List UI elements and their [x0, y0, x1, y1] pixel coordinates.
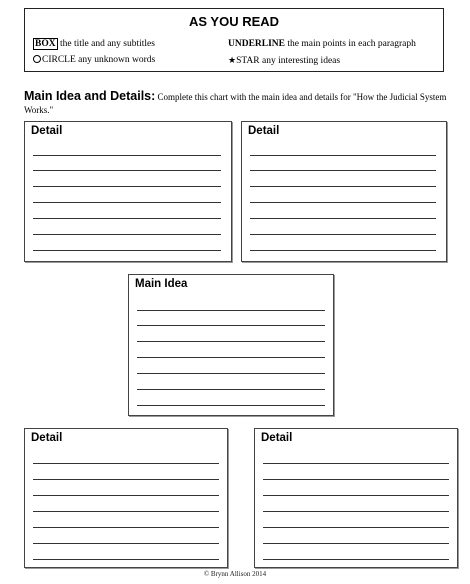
- instruction-box: [33, 39, 155, 49]
- box-keyword: BOX: [35, 39, 56, 49]
- writing-line[interactable]: [250, 170, 436, 171]
- instruction-circle: [33, 55, 155, 65]
- copyright-footer: © Brynn Allison 2014: [203, 570, 267, 578]
- writing-line[interactable]: [33, 479, 219, 480]
- writing-line[interactable]: [33, 559, 219, 560]
- writing-line[interactable]: [137, 341, 325, 342]
- section-title: Main Idea and Details:: [24, 89, 156, 103]
- writing-line[interactable]: [137, 405, 325, 406]
- writing-line[interactable]: [137, 357, 325, 358]
- writing-line[interactable]: [33, 463, 219, 464]
- writing-line[interactable]: [250, 250, 436, 251]
- writing-line[interactable]: [263, 511, 449, 512]
- circle-instruction-text: any unknown words: [75, 55, 156, 65]
- box-instruction-text: the title and any subtitles: [57, 39, 155, 49]
- detail-box-top-right: [241, 121, 447, 262]
- star-keyword: STAR: [236, 56, 260, 66]
- detail-box-bottom-left: [24, 428, 228, 568]
- writing-line[interactable]: [33, 234, 221, 235]
- section-directions: Complete this chart with the main idea and details for "How the Judicial System Works.": [24, 92, 447, 115]
- detail-box-bottom-right: [254, 428, 458, 568]
- writing-line[interactable]: [33, 155, 221, 156]
- writing-line[interactable]: [33, 218, 221, 219]
- writing-line[interactable]: [263, 479, 449, 480]
- writing-line[interactable]: [33, 527, 219, 528]
- writing-line[interactable]: [33, 511, 219, 512]
- detail-title: Detail: [31, 432, 63, 444]
- main-idea-title: Main Idea: [135, 278, 188, 290]
- section-heading: [24, 90, 454, 116]
- detail-title: Detail: [261, 432, 293, 444]
- detail-title: Detail: [31, 125, 63, 137]
- star-instruction-text: any interesting ideas: [259, 56, 341, 66]
- writing-line[interactable]: [250, 202, 436, 203]
- writing-line[interactable]: [263, 463, 449, 464]
- main-idea-box: [128, 274, 334, 416]
- writing-line[interactable]: [137, 310, 325, 311]
- writing-line[interactable]: [33, 170, 221, 171]
- instruction-star: [228, 55, 340, 66]
- writing-line[interactable]: [33, 202, 221, 203]
- detail-title: Detail: [248, 125, 280, 137]
- as-you-read-box: [24, 8, 444, 72]
- writing-line[interactable]: [33, 250, 221, 251]
- writing-line[interactable]: [250, 218, 436, 219]
- writing-line[interactable]: [250, 186, 436, 187]
- star-icon: ★: [228, 55, 237, 65]
- detail-box-top-left: [24, 121, 232, 262]
- writing-line[interactable]: [33, 543, 219, 544]
- writing-line[interactable]: [250, 155, 436, 156]
- writing-line[interactable]: [263, 559, 449, 560]
- writing-line[interactable]: [33, 186, 221, 187]
- writing-line[interactable]: [137, 389, 325, 390]
- writing-line[interactable]: [33, 495, 219, 496]
- instruction-underline: [228, 39, 416, 49]
- writing-line[interactable]: [137, 325, 325, 326]
- writing-line[interactable]: [250, 234, 436, 235]
- writing-line[interactable]: [263, 543, 449, 544]
- circle-keyword: CIRCLE: [42, 55, 76, 65]
- underline-keyword: UNDERLINE: [228, 39, 286, 49]
- writing-line[interactable]: [263, 527, 449, 528]
- circle-icon: [33, 55, 41, 63]
- underline-instruction-text: the main points in each paragraph: [285, 39, 416, 49]
- writing-line[interactable]: [137, 373, 325, 374]
- writing-line[interactable]: [263, 495, 449, 496]
- as-you-read-title: AS YOU READ: [188, 14, 280, 29]
